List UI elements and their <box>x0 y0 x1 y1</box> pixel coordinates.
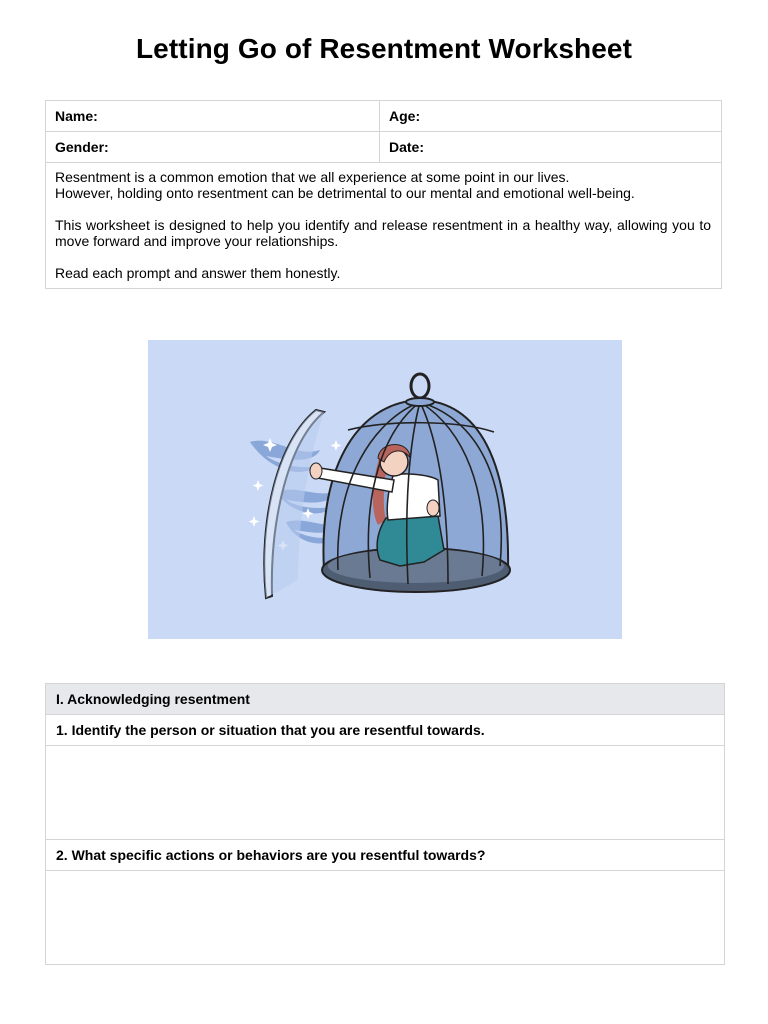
intro-line-2: However, holding onto resentment can be detrimental to our mental and emotional well-being. <box>55 185 635 201</box>
intro-paragraph-3: Read each prompt and answer them honestly. <box>55 265 341 281</box>
section-heading: I. Acknowledging resentment <box>46 684 725 715</box>
date-field[interactable] <box>380 132 722 163</box>
age-label: Age: <box>389 108 421 124</box>
personal-info-table <box>45 100 722 289</box>
question-1: 1. Identify the person or situation that you are resentful towards. <box>46 715 725 746</box>
name-field[interactable] <box>46 101 380 132</box>
intro-line-1: Resentment is a common emotion that we all experience at some point in our lives. <box>55 169 570 185</box>
questions-table <box>45 683 725 965</box>
gender-label: Gender: <box>55 139 109 155</box>
intro-paragraph-1 <box>55 169 711 201</box>
age-field[interactable] <box>380 101 722 132</box>
gender-field[interactable] <box>46 132 380 163</box>
date-label: Date: <box>389 139 425 155</box>
intro-text-cell <box>46 163 722 289</box>
answer-2-field[interactable] <box>46 871 725 965</box>
intro-paragraph-2: This worksheet is designed to help you identify and release resentment in a healthy way, allowing you to move forward and improve your relationships. <box>55 217 711 249</box>
birdcage-icon <box>148 340 622 639</box>
name-label: Name: <box>55 108 98 124</box>
question-2: 2. What specific actions or behaviors are you resentful towards? <box>46 840 725 871</box>
woman-birdcage-illustration <box>148 340 622 639</box>
answer-1-field[interactable] <box>46 746 725 840</box>
page-title: Letting Go of Resentment Worksheet <box>135 33 633 64</box>
